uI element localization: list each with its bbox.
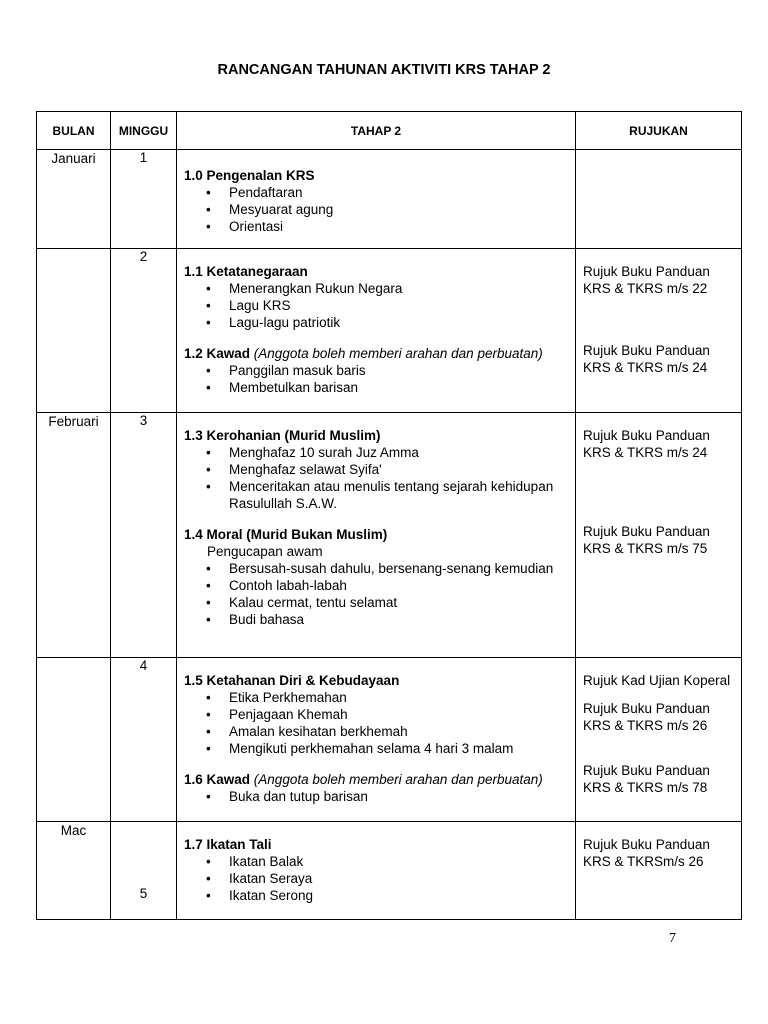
section-heading (184, 771, 575, 788)
header-tahap: TAHAP 2 (177, 112, 576, 150)
list-item: • Lagu KRS (229, 297, 575, 314)
month-label: Februari (48, 414, 99, 429)
week-number: 2 (111, 249, 177, 413)
table-row (37, 822, 742, 920)
section-intro: Pengucapan awam (207, 544, 323, 559)
reference-line: KRS & TKRSm/s 26 (583, 854, 704, 869)
table-row (37, 150, 742, 249)
header-minggu: MINGGU (111, 112, 177, 150)
section-title: 1.6 Kawad (184, 772, 251, 787)
reference-line: KRS & TKRS m/s 75 (583, 541, 708, 556)
activity-list (184, 788, 575, 805)
table-row (37, 249, 742, 413)
section-heading: 1.4 Moral (Murid Bukan Muslim) (184, 527, 388, 542)
activity-plan-table (36, 111, 742, 920)
activity-list (184, 853, 575, 904)
activity-list (184, 362, 575, 396)
list-item: • Ikatan Balak (229, 853, 575, 870)
month-cell-empty (37, 249, 111, 413)
reference-line: Rujuk Buku Panduan (583, 428, 710, 443)
list-item: • Ikatan Seraya (229, 870, 575, 887)
reference-cell (576, 413, 742, 658)
list-item: • Menerangkan Rukun Negara (229, 280, 575, 297)
section-note: (Anggota boleh memberi arahan dan perbuatan) (253, 346, 543, 361)
activity-list (184, 184, 575, 235)
list-item: • Pendaftaran (229, 184, 575, 201)
list-item: • Budi bahasa (229, 611, 575, 628)
list-item: • Panggilan masuk baris (229, 362, 575, 379)
section-heading: 1.1 Ketatanegaraan (184, 264, 308, 279)
list-item: • Membetulkan barisan (229, 379, 575, 396)
month-label: Januari (51, 151, 96, 166)
list-item: • Mesyuarat agung (229, 201, 575, 218)
activity-cell (177, 413, 576, 658)
header-bulan: BULAN (37, 112, 111, 150)
month-cell-februari (37, 413, 111, 658)
reference-line: KRS & TKRS m/s 22 (583, 281, 708, 296)
reference-cell (576, 150, 742, 249)
activity-cell (177, 150, 576, 249)
list-item: • Contoh labah-labah (229, 577, 575, 594)
list-item: • Amalan kesihatan berkhemah (229, 723, 575, 740)
header-rujukan: RUJUKAN (576, 112, 742, 150)
activity-cell (177, 822, 576, 920)
month-cell-empty (37, 658, 111, 822)
activity-list (184, 444, 575, 495)
document-title: RANCANGAN TAHUNAN AKTIVITI KRS TAHAP 2 (217, 62, 551, 78)
section-heading: 1.0 Pengenalan KRS (184, 168, 315, 183)
section-heading: 1.3 Kerohanian (Murid Muslim) (184, 428, 381, 443)
list-item: • Menghafaz selawat Syifa' (229, 461, 575, 478)
list-item-continuation: Rasulullah S.A.W. (229, 496, 338, 511)
reference-line: KRS & TKRS m/s 26 (583, 718, 708, 733)
reference-line: Rujuk Buku Panduan (583, 264, 710, 279)
page-number: 7 (669, 931, 676, 946)
week-number-cell (111, 822, 177, 920)
reference-line: Rujuk Kad Ujian Koperal (583, 673, 731, 688)
reference-line: Rujuk Buku Panduan (583, 763, 710, 778)
section-note: (Anggota boleh memberi arahan dan perbuatan) (253, 772, 543, 787)
reference-line: Rujuk Buku Panduan (583, 701, 710, 716)
list-item: • Ikatan Serong (229, 887, 575, 904)
list-item: • Buka dan tutup barisan (229, 788, 575, 805)
list-item: • Lagu-lagu patriotik (229, 314, 575, 331)
week-number: 3 (111, 413, 177, 658)
activity-list (184, 280, 575, 331)
month-cell-januari (37, 150, 111, 249)
table-header-row (37, 112, 742, 150)
month-label: Mac (60, 823, 87, 838)
section-heading: 1.5 Ketahanan Diri & Kebudayaan (184, 673, 400, 688)
reference-line: KRS & TKRS m/s 24 (583, 360, 708, 375)
table-row (37, 413, 742, 658)
reference-line: Rujuk Buku Panduan (583, 837, 710, 852)
reference-line: Rujuk Buku Panduan (583, 343, 710, 358)
month-cell-mac (37, 822, 111, 920)
section-heading: 1.7 Ikatan Tali (184, 837, 272, 852)
week-number: 5 (139, 886, 148, 901)
list-item: • Etika Perkhemahan (229, 689, 575, 706)
activity-list (184, 560, 575, 628)
section-title: 1.2 Kawad (184, 346, 251, 361)
list-item: • Mengikuti perkhemahan selama 4 hari 3 malam (229, 740, 575, 757)
reference-cell (576, 822, 742, 920)
reference-cell (576, 658, 742, 822)
list-item: • Kalau cermat, tentu selamat (229, 594, 575, 611)
activity-list (184, 689, 575, 757)
reference-line: KRS & TKRS m/s 78 (583, 780, 708, 795)
list-item: • Orientasi (229, 218, 575, 235)
list-item: • Bersusah-susah dahulu, bersenang-senang kemudian (229, 560, 575, 577)
list-item: • Menghafaz 10 surah Juz Amma (229, 444, 575, 461)
reference-line: KRS & TKRS m/s 24 (583, 445, 708, 460)
activity-cell (177, 658, 576, 822)
list-item: • Penjagaan Khemah (229, 706, 575, 723)
activity-cell (177, 249, 576, 413)
reference-line: Rujuk Buku Panduan (583, 524, 710, 539)
week-number: 4 (111, 658, 177, 822)
list-item: • Menceritakan atau menulis tentang sejarah kehidupan (229, 478, 575, 495)
reference-cell (576, 249, 742, 413)
table-row (37, 658, 742, 822)
section-heading (184, 345, 575, 362)
week-number: 1 (111, 150, 177, 249)
